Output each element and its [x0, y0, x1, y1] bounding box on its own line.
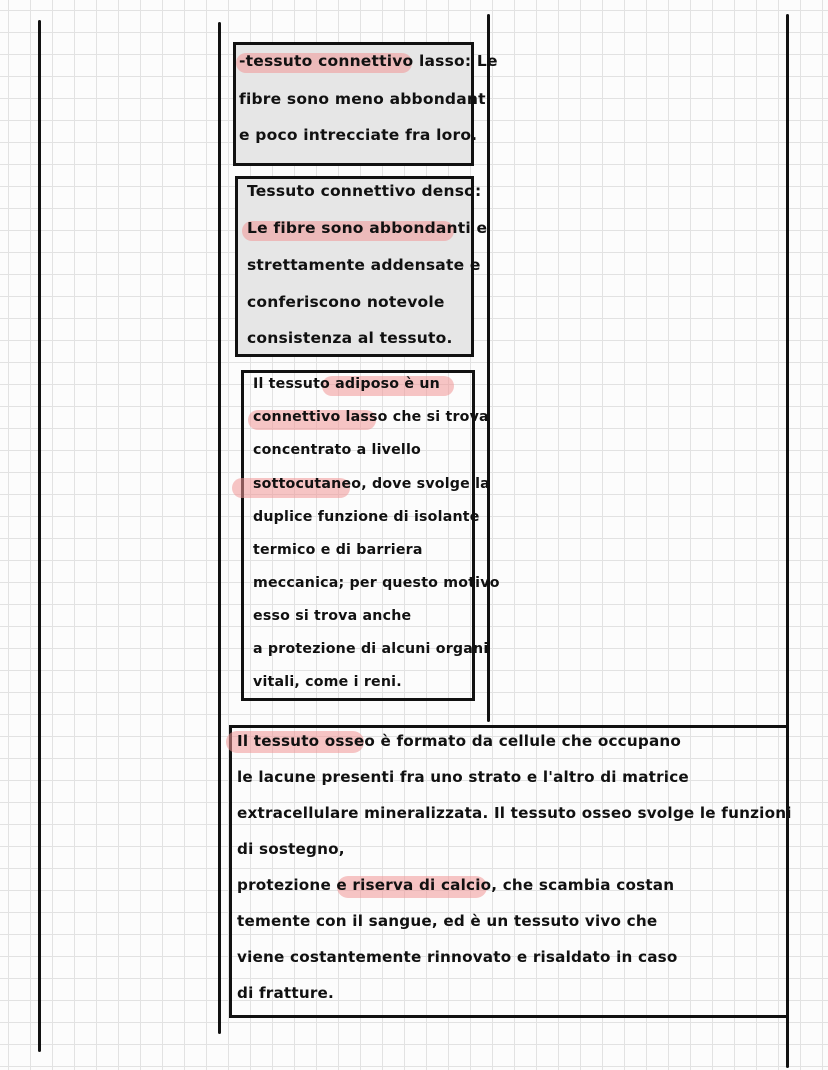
note-line: connettivo lasso che si trova [253, 409, 489, 425]
column-line-2 [487, 14, 490, 722]
note-line: concentrato a livello [253, 442, 421, 458]
note-line: di sostegno, [237, 840, 345, 858]
note-line: temente con il sangue, ed è un tessuto vivo che [237, 912, 658, 930]
note-line: Le fibre sono abbondanti e [247, 219, 488, 237]
note-line: meccanica; per questo motivo [253, 575, 500, 591]
note-line: a protezione di alcuni organi [253, 641, 489, 657]
note-line: Tessuto connettivo denso: [247, 182, 482, 200]
note-line: esso si trova anche [253, 608, 412, 624]
note-line: -tessuto connettivo lasso: Le [239, 52, 498, 70]
note-line: Il tessuto adiposo è un [253, 376, 440, 392]
note-line: sottocutaneo, dove svolge la [253, 476, 490, 492]
note-loose-connective-text [239, 52, 498, 144]
note-line: protezione e riserva di calcio, che scambia costan [237, 876, 675, 894]
note-line: le lacune presenti fra uno strato e l'altro di matrice [237, 768, 689, 786]
note-line: viene costantemente rinnovato e risaldato in caso [237, 948, 678, 966]
note-line: vitali, come i reni. [253, 674, 402, 690]
note-line: di fratture. [237, 984, 335, 1002]
note-line: consistenza al tessuto. [247, 329, 453, 347]
note-line: e poco intrecciate fra loro. [239, 126, 478, 144]
note-adipose-text [253, 376, 500, 690]
note-line: strettamente addensate e [247, 256, 481, 274]
note-line: termico e di barriera [253, 542, 423, 558]
column-line-1 [218, 22, 221, 1034]
margin-line-left [38, 20, 41, 1052]
note-line: fibre sono meno abbondanti [239, 90, 492, 108]
note-dense-connective-text [247, 182, 488, 347]
note-line: extracellulare mineralizzata. Il tessuto osseo svolge le funzioni [237, 804, 792, 822]
note-line: conferiscono notevole [247, 293, 445, 311]
note-line: duplice funzione di isolante [253, 509, 480, 525]
note-bone-text [237, 732, 792, 1002]
note-line: Il tessuto osseo è formato da cellule che occupano [237, 732, 682, 750]
